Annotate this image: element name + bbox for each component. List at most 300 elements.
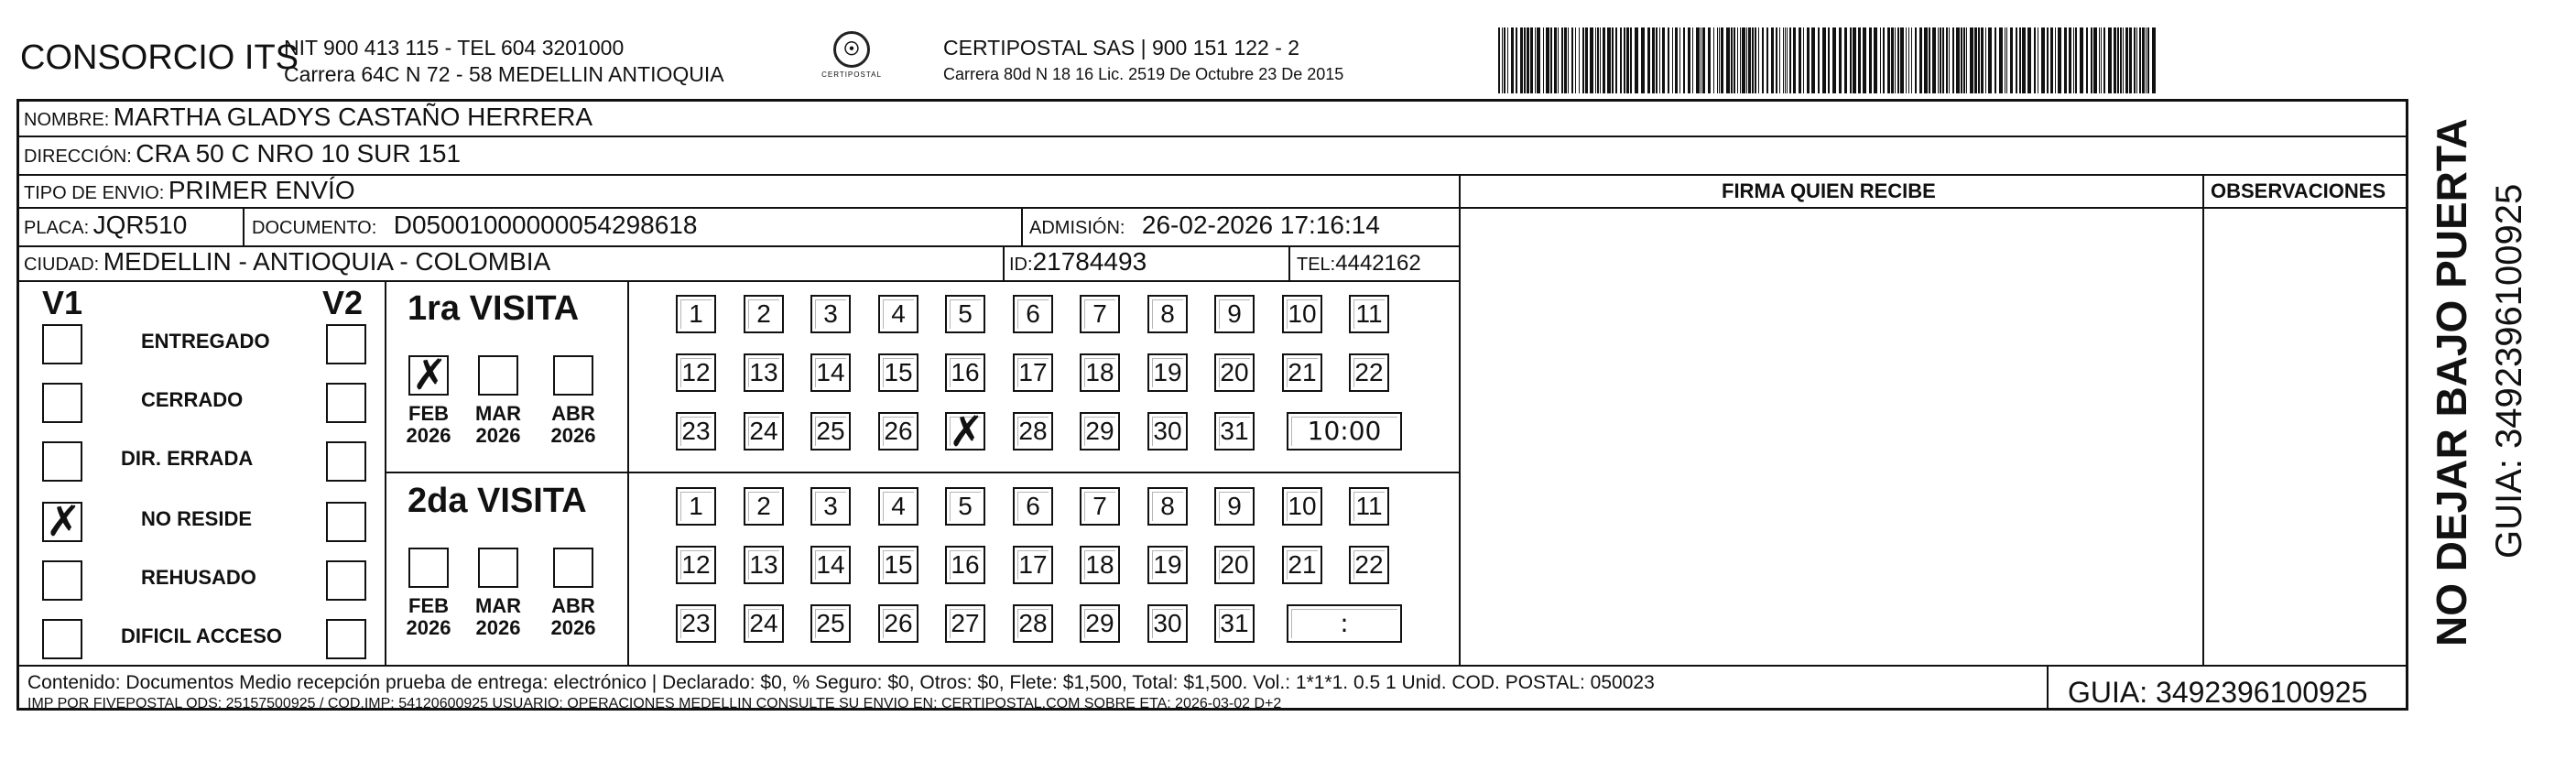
- day-box[interactable]: [744, 353, 784, 392]
- day-number: 5: [958, 492, 973, 520]
- barcode-bar: [1740, 27, 1741, 93]
- day-box[interactable]: [945, 487, 985, 526]
- month-year: 2026: [550, 424, 596, 447]
- status-label: NO RESIDE: [141, 507, 253, 530]
- barcode-bar: [2103, 27, 2105, 93]
- day-box[interactable]: [676, 295, 716, 333]
- day-box[interactable]: [1349, 295, 1389, 333]
- day-box[interactable]: [1147, 546, 1188, 584]
- barcode-bar: [1652, 27, 1655, 93]
- rule: [16, 207, 2408, 209]
- month-name: FEB: [408, 402, 449, 425]
- v2-checkbox[interactable]: [326, 502, 366, 542]
- barcode-bar: [2022, 27, 2026, 93]
- day-box[interactable]: [1013, 604, 1053, 643]
- status-label: DIR. ERRADA: [121, 447, 254, 470]
- barcode-bar: [2117, 27, 2119, 93]
- barcode-bar: [1785, 27, 1786, 93]
- day-box[interactable]: [1214, 412, 1255, 451]
- day-number: 25: [816, 609, 845, 637]
- barcode-bar: [1963, 27, 1965, 93]
- barcode-bar: [1530, 27, 1533, 93]
- barcode-bar: [1766, 27, 1768, 93]
- admision-row: [1029, 211, 1380, 240]
- day-number: 12: [681, 358, 711, 386]
- barcode-bar: [2034, 27, 2036, 93]
- month-label: [471, 595, 526, 639]
- direccion-label: DIRECCIÓN:: [24, 147, 132, 167]
- rule: [243, 207, 245, 245]
- day-box[interactable]: [744, 295, 784, 333]
- visit1-title: 1ra VISITA: [408, 289, 580, 328]
- side-guia: GUIA: 3492396100925: [2489, 183, 2529, 559]
- day-number: 1: [689, 492, 703, 520]
- logo-text: CERTIPOSTAL: [821, 71, 882, 79]
- month-checkbox[interactable]: [553, 548, 593, 588]
- day-box[interactable]: [810, 412, 851, 451]
- barcode-bar: [1656, 27, 1658, 93]
- barcode-bar: [1952, 27, 1954, 93]
- barcode-bar: [1807, 27, 1810, 93]
- month-year: 2026: [550, 616, 596, 639]
- day-box[interactable]: [1349, 546, 1389, 584]
- barcode-bar: [1891, 27, 1894, 93]
- v2-checkbox[interactable]: [326, 324, 366, 364]
- day-box[interactable]: [878, 412, 918, 451]
- time-box[interactable]: [1287, 604, 1402, 643]
- barcode-bar: [1771, 27, 1774, 93]
- barcode-bar: [1911, 27, 1912, 93]
- v1-checkbox[interactable]: [42, 441, 82, 482]
- day-box[interactable]: [1147, 487, 1188, 526]
- barcode-bar: [1787, 27, 1788, 93]
- day-number: 1: [689, 299, 703, 328]
- ciudad-label: CIUDAD:: [24, 255, 100, 275]
- rule: [1459, 174, 1461, 665]
- footer-line-1: Contenido: Documentos Medio recepción prueba de entrega: electrónico | Declarado: $0, % Seguro: $0, Otros: $0, Flete: $1,500, Total: $1,500. Vol.: 1*1*1. 0.5 1 Unid. COD. POSTAL: 050023: [27, 672, 1655, 693]
- day-number: 22: [1354, 550, 1384, 579]
- v2-checkbox[interactable]: [326, 383, 366, 423]
- nombre-value: MARTHA GLADYS CASTAÑO HERRERA: [113, 103, 593, 131]
- barcode-bar: [2136, 27, 2137, 93]
- day-box[interactable]: [744, 487, 784, 526]
- barcode-bar: [1908, 27, 1909, 93]
- day-box[interactable]: [1080, 412, 1120, 451]
- rule: [2047, 665, 2049, 711]
- barcode-bar: [1752, 27, 1754, 93]
- barcode-bar: [1564, 27, 1567, 93]
- day-number: 5: [958, 299, 973, 328]
- day-box[interactable]: [945, 353, 985, 392]
- month-checkbox[interactable]: [408, 548, 449, 588]
- day-box[interactable]: [878, 487, 918, 526]
- barcode-bar: [1626, 27, 1629, 93]
- footer-line-2: IMP POR FIVEPOSTAL ODS: 25157500925 / COD.IMP: 54120600925 USUARIO: OPERACIONES MEDELLIN CONSULTE SU ENVIO EN: CERTIPOSTAL.COM SOBRE ETA: 2026-03-02 D+2: [27, 696, 1282, 711]
- barcode-bar: [1543, 27, 1544, 93]
- status-label: REHUSADO: [141, 566, 256, 589]
- day-number: 16: [951, 358, 980, 386]
- barcode-bar: [2129, 27, 2132, 93]
- day-number: 21: [1288, 358, 1317, 386]
- v1-checkbox[interactable]: [42, 619, 82, 659]
- day-box[interactable]: [1147, 412, 1188, 451]
- day-number: 8: [1160, 492, 1175, 520]
- barcode-bar: [1897, 27, 1899, 93]
- day-number: 6: [1026, 492, 1040, 520]
- day-number: 27: [951, 609, 980, 637]
- day-box[interactable]: [676, 353, 716, 392]
- footer-guia: GUIA: 3492396100925: [2068, 676, 2368, 709]
- rule: [2202, 174, 2204, 665]
- barcode-bar: [1696, 27, 1700, 93]
- day-number: 9: [1227, 299, 1242, 328]
- day-box[interactable]: [1214, 353, 1255, 392]
- id-value: 21784493: [1032, 247, 1147, 276]
- status-label: CERRADO: [141, 388, 244, 411]
- barcode-bar: [1822, 27, 1826, 93]
- barcode-bar: [1502, 27, 1503, 93]
- v2-header: V2: [322, 284, 364, 321]
- time-box[interactable]: [1287, 412, 1402, 451]
- day-box[interactable]: [945, 295, 985, 333]
- barcode-bar: [1620, 27, 1622, 93]
- barcode-bar: [1672, 27, 1673, 93]
- barcode-bar: [1635, 27, 1638, 93]
- day-number: 23: [681, 417, 711, 445]
- barcode-bar: [1779, 27, 1780, 93]
- barcode-bar: [1929, 27, 1930, 93]
- day-box[interactable]: [676, 604, 716, 643]
- barcode-bar: [2050, 27, 2053, 93]
- month-checkbox[interactable]: [478, 548, 518, 588]
- barcode-bar: [1863, 27, 1866, 93]
- barcode-bar: [1516, 27, 1517, 93]
- rule: [1003, 245, 1005, 280]
- day-box[interactable]: [1013, 546, 1053, 584]
- barcode-bar: [1702, 27, 1705, 93]
- barcode-bar: [1746, 27, 1747, 93]
- barcode-bar: [1942, 27, 1944, 93]
- day-box[interactable]: [1013, 487, 1053, 526]
- barcode-bar: [1966, 27, 1967, 93]
- rule: [627, 280, 629, 665]
- barcode-bar: [2064, 27, 2067, 93]
- month-year: 2026: [406, 424, 451, 447]
- day-box[interactable]: [1214, 604, 1255, 643]
- day-box[interactable]: [1080, 295, 1120, 333]
- day-box[interactable]: [810, 604, 851, 643]
- rule: [16, 280, 1459, 282]
- barcode-bar: [1799, 27, 1801, 93]
- day-box[interactable]: [1080, 546, 1120, 584]
- day-box[interactable]: [878, 295, 918, 333]
- barcode-bar: [1520, 27, 1523, 93]
- day-number: 15: [884, 550, 913, 579]
- barcode-bar: [1585, 27, 1588, 93]
- barcode-bar: [1630, 27, 1632, 93]
- check-mark-icon: ✗: [949, 407, 984, 456]
- month-label: [546, 403, 601, 447]
- day-number: 2: [756, 299, 771, 328]
- address-line: Carrera 64C N 72 - 58 MEDELLIN ANTIOQUIA: [284, 62, 724, 86]
- barcode-bar: [1985, 27, 1986, 93]
- day-number: 13: [749, 358, 778, 386]
- barcode-bar: [1659, 27, 1660, 93]
- day-box[interactable]: [810, 295, 851, 333]
- day-number: 30: [1153, 609, 1182, 637]
- barcode-bar: [1839, 27, 1842, 93]
- day-box[interactable]: [676, 487, 716, 526]
- tipo-row: [24, 176, 355, 205]
- tel-value: 4442162: [1335, 251, 1421, 276]
- barcode-bar: [1869, 27, 1872, 93]
- barcode-bar: [1561, 27, 1563, 93]
- barcode-bar: [2139, 27, 2141, 93]
- nombre-row: [24, 103, 592, 132]
- barcode-bar: [1762, 27, 1764, 93]
- day-box[interactable]: [1214, 546, 1255, 584]
- day-number: 3: [823, 299, 838, 328]
- day-box[interactable]: [1013, 353, 1053, 392]
- barcode-bar: [1978, 27, 1980, 93]
- month-year: 2026: [475, 424, 521, 447]
- barcode-bar: [1571, 27, 1573, 93]
- nit-line: NIT 900 413 115 - TEL 604 3201000: [284, 36, 625, 60]
- barcode-bar: [2055, 27, 2056, 93]
- barcode-bar: [1708, 27, 1711, 93]
- day-box[interactable]: [676, 546, 716, 584]
- barcode-bar: [1662, 27, 1665, 93]
- day-box[interactable]: [810, 353, 851, 392]
- day-box[interactable]: [878, 546, 918, 584]
- barcode-bar: [2147, 27, 2149, 93]
- day-number: 26: [884, 609, 913, 637]
- day-box[interactable]: [676, 412, 716, 451]
- day-box[interactable]: [1080, 604, 1120, 643]
- month-year: 2026: [475, 616, 521, 639]
- barcode-bar: [2086, 27, 2088, 93]
- day-box[interactable]: [1147, 353, 1188, 392]
- v1-checkbox[interactable]: [42, 324, 82, 364]
- v2-checkbox[interactable]: [326, 560, 366, 601]
- barcode-bar: [2010, 27, 2013, 93]
- day-box[interactable]: [744, 546, 784, 584]
- barcode-bar: [1981, 27, 1984, 93]
- tel-row: [1297, 251, 1421, 277]
- id-row: [1009, 247, 1147, 277]
- v2-checkbox[interactable]: [326, 619, 366, 659]
- barcode-bar: [1776, 27, 1777, 93]
- barcode-bar: [2099, 27, 2100, 93]
- barcode-bar: [1597, 27, 1599, 93]
- barcode-bar: [1803, 27, 1804, 93]
- barcode-bar: [1883, 27, 1885, 93]
- day-number: 11: [1355, 299, 1383, 328]
- barcode-bar: [2019, 27, 2021, 93]
- day-number: 14: [816, 358, 845, 386]
- day-number: 21: [1288, 550, 1317, 579]
- barcode-bar: [2016, 27, 2017, 93]
- barcode-bar: [1641, 27, 1645, 93]
- documento-row: [252, 211, 697, 240]
- barcode-bar: [1880, 27, 1881, 93]
- day-number: 13: [749, 550, 778, 579]
- month-checkbox[interactable]: [478, 355, 518, 396]
- day-box[interactable]: [1214, 487, 1255, 526]
- direccion-value: CRA 50 C NRO 10 SUR 151: [136, 139, 462, 168]
- barcode-bar: [1994, 27, 1996, 93]
- barcode-bar: [1582, 27, 1584, 93]
- certipostal-info: [943, 35, 1343, 88]
- month-checkbox[interactable]: [553, 355, 593, 396]
- day-number: 18: [1085, 358, 1114, 386]
- rule: [16, 665, 2408, 667]
- rule: [385, 280, 386, 665]
- day-box[interactable]: [878, 353, 918, 392]
- barcode-bar: [1906, 27, 1907, 93]
- day-number: 25: [816, 417, 845, 445]
- barcode-bar: [1607, 27, 1611, 93]
- barcode-bar: [2047, 27, 2049, 93]
- barcode-bar: [1692, 27, 1693, 93]
- day-box[interactable]: [1282, 487, 1322, 526]
- barcode-bar: [1961, 27, 1962, 93]
- barcode-bar: [1675, 27, 1678, 93]
- day-box[interactable]: [1282, 353, 1322, 392]
- barcode-bar: [1783, 27, 1784, 93]
- barcode-bar: [1507, 27, 1508, 93]
- day-box[interactable]: [810, 546, 851, 584]
- day-number: 17: [1018, 550, 1048, 579]
- day-number: 16: [951, 550, 980, 579]
- day-box[interactable]: [945, 546, 985, 584]
- barcode-bar: [2075, 27, 2077, 93]
- barcode-bar: [1828, 27, 1830, 93]
- day-number: 11: [1355, 492, 1383, 520]
- barcode: [1498, 27, 2163, 93]
- barcode-bar: [1956, 27, 1960, 93]
- barcode-bar: [2142, 27, 2145, 93]
- barcode-bar: [1527, 27, 1529, 93]
- rule: [1288, 245, 1290, 280]
- tipo-label: TIPO DE ENVIO:: [24, 183, 165, 203]
- day-box[interactable]: [1349, 353, 1389, 392]
- barcode-bar: [1758, 27, 1759, 93]
- rule: [1021, 207, 1023, 245]
- day-number: 30: [1153, 417, 1182, 445]
- day-box[interactable]: [1214, 295, 1255, 333]
- day-box[interactable]: [1282, 295, 1322, 333]
- day-number: 31: [1220, 417, 1249, 445]
- barcode-bar: [1558, 27, 1559, 93]
- form-frame: [16, 99, 2408, 711]
- barcode-bar: [1832, 27, 1836, 93]
- day-number: 4: [891, 299, 906, 328]
- day-box[interactable]: [1080, 353, 1120, 392]
- barcode-bar: [1535, 27, 1536, 93]
- cert-line-2: Carrera 80d N 18 16 Lic. 2519 De Octubre 23 De 2015: [943, 65, 1344, 83]
- barcode-bar: [1568, 27, 1569, 93]
- month-name: MAR: [474, 402, 522, 425]
- day-number: 24: [749, 609, 778, 637]
- barcode-bar: [2120, 27, 2122, 93]
- day-box[interactable]: [1013, 295, 1053, 333]
- day-box[interactable]: [744, 412, 784, 451]
- day-box[interactable]: [810, 487, 851, 526]
- day-box[interactable]: [744, 604, 784, 643]
- v1-checkbox[interactable]: [42, 383, 82, 423]
- id-label: ID:: [1009, 255, 1033, 275]
- barcode-bar: [2058, 27, 2061, 93]
- barcode-bar: [2073, 27, 2074, 93]
- barcode-bar: [1850, 27, 1852, 93]
- barcode-bar: [1940, 27, 1941, 93]
- observaciones-header: OBSERVACIONES: [2211, 179, 2386, 202]
- barcode-bar: [1970, 27, 1973, 93]
- barcode-bar: [1858, 27, 1861, 93]
- status-label: ENTREGADO: [141, 330, 270, 353]
- documento-label: DOCUMENTO:: [252, 218, 377, 238]
- day-box[interactable]: [1013, 412, 1053, 451]
- barcode-bar: [1726, 27, 1730, 93]
- day-box[interactable]: [878, 604, 918, 643]
- barcode-bar: [1717, 27, 1718, 93]
- month-label: [546, 595, 601, 639]
- tipo-value: PRIMER ENVÍO: [168, 176, 355, 204]
- day-box[interactable]: [1282, 546, 1322, 584]
- v2-checkbox[interactable]: [326, 441, 366, 482]
- day-number: 14: [816, 550, 845, 579]
- day-box[interactable]: [1147, 604, 1188, 643]
- barcode-bar: [1688, 27, 1690, 93]
- barcode-bar: [2146, 27, 2147, 93]
- barcode-bar: [1615, 27, 1617, 93]
- day-number: 6: [1026, 299, 1040, 328]
- month-name: ABR: [551, 594, 595, 617]
- barcode-bar: [1734, 27, 1735, 93]
- barcode-bar: [1579, 27, 1580, 93]
- company-name: CONSORCIO ITS: [20, 38, 299, 77]
- day-number: 10: [1288, 492, 1317, 520]
- barcode-bar: [1811, 27, 1815, 93]
- day-box[interactable]: [1147, 295, 1188, 333]
- barcode-bar: [1924, 27, 1928, 93]
- day-number: 12: [681, 550, 711, 579]
- placa-row: [24, 211, 187, 240]
- day-number: 2: [756, 492, 771, 520]
- barcode-bar: [1974, 27, 1977, 93]
- barcode-bar: [1683, 27, 1685, 93]
- placa-label: PLACA:: [24, 218, 90, 238]
- certipostal-logo: [806, 31, 897, 95]
- barcode-bar: [2041, 27, 2045, 93]
- barcode-bar: [1603, 27, 1605, 93]
- day-box[interactable]: [1080, 487, 1120, 526]
- logo-icon: ☉: [833, 31, 870, 68]
- v1-checkbox[interactable]: [42, 560, 82, 601]
- placa-value: JQR510: [92, 211, 188, 239]
- day-box[interactable]: [1349, 487, 1389, 526]
- day-box[interactable]: [945, 604, 985, 643]
- barcode-bar: [1719, 27, 1720, 93]
- barcode-bar: [1721, 27, 1723, 93]
- month-name: FEB: [408, 594, 449, 617]
- barcode-bar: [1647, 27, 1650, 93]
- tel-label: TEL:: [1297, 255, 1336, 275]
- day-number: 31: [1220, 609, 1249, 637]
- barcode-bar: [1600, 27, 1601, 93]
- day-number: 15: [884, 358, 913, 386]
